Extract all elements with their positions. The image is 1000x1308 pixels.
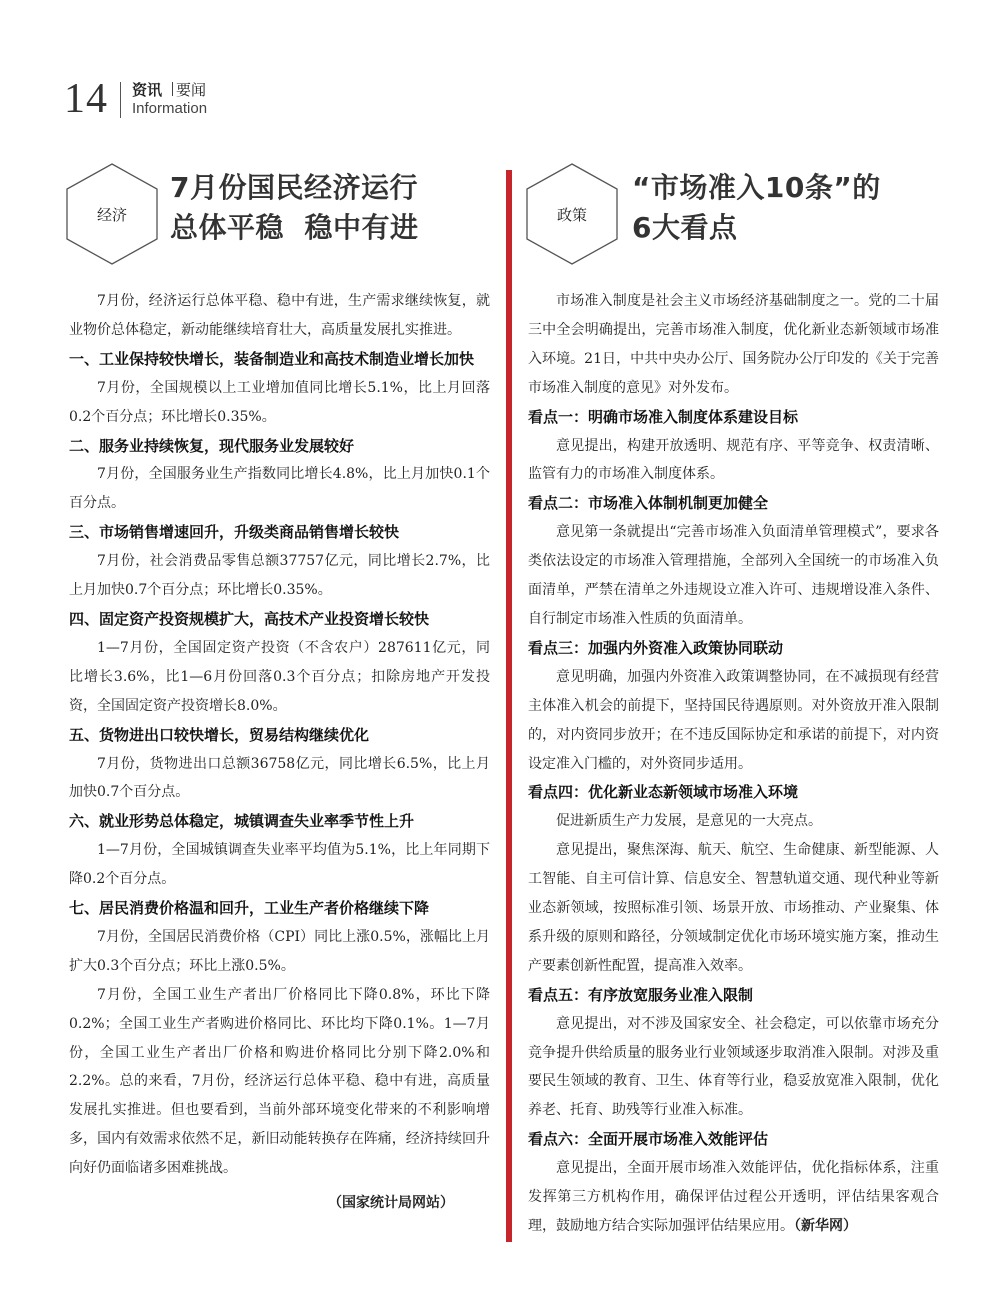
right-article-body	[528, 287, 939, 1241]
paragraph-text: 意见提出，全面开展市场准入效能评估，优化指标体系，注重发挥第三方机构作用，确保评估过程公开透明，评估结果客观合理，鼓励地方结合实际加强评估结果应用。	[528, 1160, 939, 1234]
left-headline	[170, 168, 419, 248]
section-heading: 看点一：明确市场准入制度体系建设目标	[528, 407, 799, 426]
section-english-title: Information	[132, 100, 208, 117]
section-heading: 三、市场销售增速回升，升级类商品销售增长较快	[69, 523, 400, 542]
right-headline	[632, 168, 881, 248]
section-title: 资讯	[132, 81, 163, 99]
tag-label: 政策	[556, 205, 587, 224]
section-heading: 四、固定资产投资规模扩大，高技术产业投资增长较快	[69, 609, 430, 628]
section-heading: 看点五：有序放宽服务业准入限制	[528, 985, 754, 1004]
column-divider	[506, 170, 512, 1242]
left-source: （国家统计局网站）	[328, 1195, 454, 1212]
tag-label: 经济	[96, 205, 127, 224]
section-sub-divider	[172, 82, 173, 96]
paragraph: 7月份，全国工业生产者出厂价格同比下降0.8%，环比下降0.2%；全国工业生产者购进价格同比、环比均下降0.1%。1—7月份，全国工业生产者出厂价格和购进价格同比分别下降2.0%和2.2%。总的来看，7月份，经济运行总体平稳、稳中有进，高质量发展扎实推进。但也要看到，当前外部环境变化带来的不利影响增多，国内有效需求依然不足，新旧动能转换存在阵痛，经济持续回升向好仍面临诸多困难挑战。	[69, 986, 490, 1177]
paragraph: 7月份，全国规模以上工业增加值同比增长5.1%，比上月回落0.2个百分点；环比增长0.35%。	[69, 379, 490, 425]
section-heading: 看点二：市场准入体制机制更加健全	[528, 494, 769, 513]
paragraph: 意见第一条就提出“完善市场准入负面清单管理模式”，要求各类依法设定的市场准入管理措施，全部列入全国统一的市场准入负面清单，严禁在清单之外违规设立准入许可、违规增设准入条件、自行制定市场准入性质的负面清单。	[528, 524, 939, 627]
paragraph: 7月份，经济运行总体平稳、稳中有进，生产需求继续恢复，就业物价总体稳定，新动能继续培育壮大，高质量发展扎实推进。	[69, 293, 490, 338]
paragraph: 7月份，全国服务业生产指数同比增长4.8%，比上月加快0.1个百分点。	[69, 466, 490, 512]
section-heading: 看点六：全面开展市场准入效能评估	[528, 1130, 769, 1149]
paragraph: 1—7月份，全国固定资产投资（不含农户）287611亿元，同比增长3.6%，比1—6月份回落0.3个百分点；扣除房地产开发投资，全国固定资产投资增长8.0%。	[69, 639, 490, 714]
paragraph: 7月份，社会消费品零售总额37757亿元，同比增长2.7%，比上月加快0.7个百分点；环比增长0.35%。	[69, 553, 490, 599]
paragraph	[528, 1154, 939, 1241]
section-heading: 看点三：加强内外资准入政策协同联动	[528, 638, 784, 657]
section-heading: 一、工业保持较快增长，装备制造业和高技术制造业增长加快	[69, 349, 475, 368]
right-source: （新华网）	[794, 1218, 857, 1234]
tag-hexagon-right	[524, 162, 620, 266]
paragraph: 1—7月份，全国城镇调查失业率平均值为5.1%，比上年同期下降0.2个百分点。	[69, 842, 490, 888]
paragraph: 7月份，货物进出口总额36758亿元，同比增长6.5%，比上月加快0.7个百分点。	[69, 755, 490, 801]
paragraph: 意见提出，构建开放透明、规范有序、平等竞争、权责清晰、监管有力的市场准入制度体系。	[528, 437, 939, 483]
paragraph: 意见提出，对不涉及国家安全、社会稳定，可以依靠市场充分竞争提升供给质量的服务业行业领域逐步取消准入限制。对涉及重要民生领域的教育、卫生、体育等行业，稳妥放宽准入限制，优化养老、托育、助残等行业准入标准。	[528, 1015, 939, 1119]
left-article-body	[69, 287, 490, 1218]
header-divider	[120, 82, 121, 118]
page-number: 14	[64, 76, 108, 122]
paragraph: 意见明确，加强内外资准入政策调整协同，在不减损现有经营主体准入机会的前提下，坚持国民待遇原则。对外资放开准入限制的，对内资同步放开；在不违反国际协定和承诺的前提下，对内资设定准入门槛的，对外资同步适用。	[528, 668, 939, 772]
paragraph: 市场准入制度是社会主义市场经济基础制度之一。党的二十届三中全会明确提出，完善市场准入制度，优化新业态新领域市场准入环境。21日，中共中央办公厅、国务院办公厅印发的《关于完善市场准入制度的意见》对外发布。	[528, 293, 939, 396]
right-headline-line2: 6大看点	[632, 211, 738, 244]
tag-hexagon-left	[64, 162, 160, 266]
right-headline-line1: “市场准入10条”的	[632, 171, 881, 204]
paragraph: 7月份，全国居民消费价格（CPI）同比上涨0.5%，涨幅比上月扩大0.3个百分点；环比上涨0.5%。	[69, 928, 490, 974]
section-heading: 七、居民消费价格温和回升，工业生产者价格继续下降	[69, 899, 430, 918]
left-headline-line1: 7月份国民经济运行	[170, 171, 418, 204]
section-heading: 五、货物进出口较快增长，贸易结构继续优化	[69, 725, 370, 744]
left-headline-line2: 总体平稳 稳中有进	[170, 211, 419, 244]
section-subtitle: 要闻	[176, 81, 207, 99]
section-heading: 二、服务业持续恢复，现代服务业发展较好	[69, 436, 355, 455]
paragraph: 促进新质生产力发展，是意见的一大亮点。	[556, 813, 822, 830]
section-heading: 六、就业形势总体稳定，城镇调查失业率季节性上升	[69, 812, 415, 831]
section-heading: 看点四：优化新业态新领域市场准入环境	[528, 783, 799, 802]
paragraph: 意见提出，聚焦深海、航天、航空、生命健康、新型能源、人工智能、自主可信计算、信息安全、智慧轨道交通、现代种业等新业态新领域，按照标准引领、场景开放、市场推动、产业聚集、体系升级的原则和路径，分领域制定优化市场环境实施方案，推动生产要素创新性配置，提高准入效率。	[528, 842, 939, 974]
